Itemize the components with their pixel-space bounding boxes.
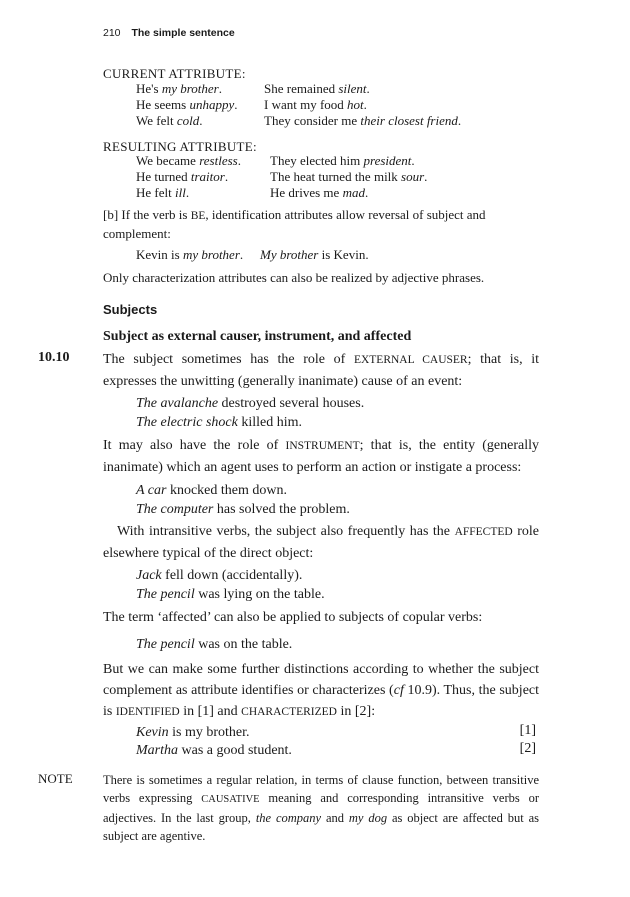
paragraph: The subject sometimes has the role of EXTERNAL CAUSER; that is, it expresses the unwitting (generally inanimate) cause of an event: <box>103 352 539 389</box>
example-line: He seems unhappy. <box>136 97 238 112</box>
section-heading: Subjects <box>103 302 158 317</box>
example-block <box>136 394 364 432</box>
example-number: [1] <box>519 723 536 738</box>
example-line: Kevin is my brother. <box>136 247 244 262</box>
example-line: They consider me their closest friend. <box>264 113 462 128</box>
subsection-heading: Subject as external causer, instrument, and affected <box>103 329 412 344</box>
example-line: We felt cold. <box>136 113 203 128</box>
example-line: The heat turned the milk sour. <box>270 169 428 184</box>
example-line: They elected him president. <box>270 153 415 168</box>
example-line: We became restless. <box>136 153 241 168</box>
paragraph: With intransitive verbs, the subject also frequently has the AFFECTED role elsewhere typical of the direct object: <box>103 524 540 561</box>
resulting-attribute-heading: RESULTING ATTRIBUTE: <box>103 139 257 154</box>
running-title: The simple sentence <box>131 27 235 39</box>
example-line: He felt ill. <box>136 185 190 200</box>
current-attribute-heading: CURRENT ATTRIBUTE: <box>103 66 246 81</box>
note-text: There is sometimes a regular relation, in terms of clause function, between transitive verbs expressing CAUSATIVE meaning and corresponding intransitive verbs or adjectives. In the last group, the company and my dog as object are affected but as subject are agentive. <box>103 773 539 843</box>
point-b-note: Only characterization attributes can also be realized by adjective phrases. <box>103 270 485 285</box>
example-line: The pencil was lying on the table. <box>136 587 325 602</box>
running-header <box>103 27 235 39</box>
example-line: He turned traitor. <box>136 169 229 184</box>
paragraph: But we can make some further distinctions according to whether the subject complement as attribute identifies or characterizes (cf 10.9). Thus, the subject is IDENTIFIED in [1] and CHARACTERIZED in [2]: <box>103 662 540 719</box>
page-number: 210 <box>103 27 121 39</box>
paragraph: It may also have the role of INSTRUMENT; that is, the entity (generally inanimate) which an agent uses to perform an action or instigate a process: <box>103 438 539 475</box>
example-line: The avalanche destroyed several houses. <box>136 396 365 411</box>
section-number: 10.10 <box>38 350 70 365</box>
example-line: He's my brother. <box>136 81 222 96</box>
example-line: The pencil was on the table. <box>136 637 293 652</box>
example-block <box>136 566 325 604</box>
example-line: The computer has solved the problem. <box>136 502 350 517</box>
example-line: My brother is Kevin. <box>260 247 369 262</box>
example-block <box>136 481 350 519</box>
example-line: Jack fell down (accidentally). <box>136 568 303 583</box>
note-label: NOTE <box>38 771 73 786</box>
example-line: I want my food hot. <box>264 97 367 112</box>
example-line: He drives me mad. <box>270 185 369 200</box>
example-number: [2] <box>519 741 536 756</box>
example-line: Martha was a good student. <box>136 743 292 758</box>
example-line: A car knocked them down. <box>136 483 287 498</box>
paragraph: The term ‘affected’ can also be applied to subjects of copular verbs: <box>103 610 483 625</box>
point-b-paragraph: [b] If the verb is BE, identification attributes allow reversal of subject and complement: <box>103 207 486 241</box>
example-line: Kevin is my brother. <box>136 725 250 740</box>
example-line: The electric shock killed him. <box>136 415 303 430</box>
example-line: She remained silent. <box>264 81 370 96</box>
